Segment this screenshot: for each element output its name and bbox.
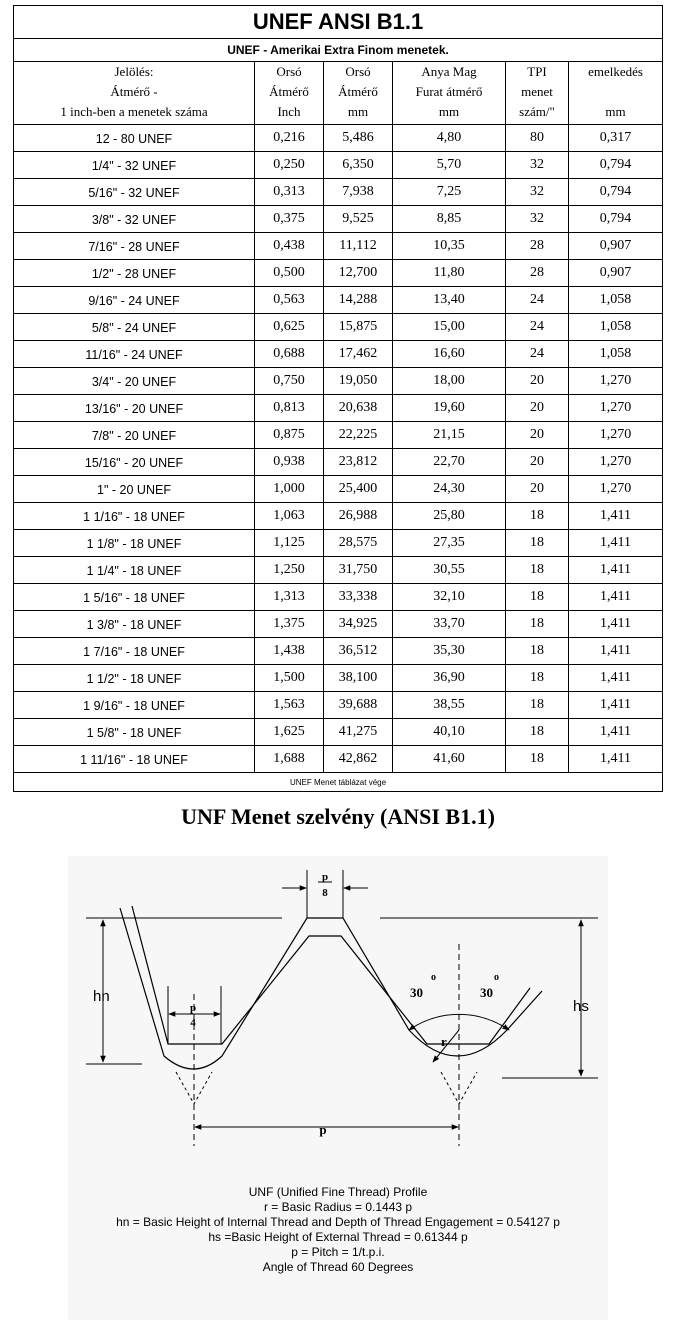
table-row <box>14 260 663 287</box>
table-body <box>14 125 663 773</box>
cell-diameter-mm: 41,275 <box>324 719 393 746</box>
cell-tpi: 32 <box>506 179 569 206</box>
cell-nut-bore-mm: 32,10 <box>393 584 506 611</box>
cell-diameter-inch: 0,250 <box>255 152 324 179</box>
center-lines <box>194 944 459 1146</box>
cell-pitch-mm: 1,270 <box>569 395 663 422</box>
cell-tpi: 20 <box>506 368 569 395</box>
cell-pitch-mm: 1,270 <box>569 422 663 449</box>
header-diameter-mm <box>324 62 393 125</box>
cell-diameter-mm: 5,486 <box>324 125 393 152</box>
diagram-caption <box>68 1185 608 1275</box>
table-row <box>14 476 663 503</box>
cell-pitch-mm: 1,411 <box>569 746 663 773</box>
table-row <box>14 746 663 773</box>
cell-pitch-mm: 0,907 <box>569 260 663 287</box>
cell-pitch-mm: 0,317 <box>569 125 663 152</box>
table-row <box>14 557 663 584</box>
table-row <box>14 152 663 179</box>
cell-pitch-mm: 1,411 <box>569 719 663 746</box>
header-line: mm <box>347 104 369 119</box>
cell-designation: 15/16" - 20 UNEF <box>14 449 255 476</box>
table-row <box>14 125 663 152</box>
cell-nut-bore-mm: 38,55 <box>393 692 506 719</box>
cell-pitch-mm: 1,411 <box>569 530 663 557</box>
cell-tpi: 24 <box>506 314 569 341</box>
cell-diameter-mm: 17,462 <box>324 341 393 368</box>
cell-nut-bore-mm: 4,80 <box>393 125 506 152</box>
cell-designation: 1 11/16" - 18 UNEF <box>14 746 255 773</box>
header-line: Átmérő - <box>110 84 158 99</box>
label-radius: r <box>441 1034 447 1049</box>
cell-pitch-mm: 1,058 <box>569 341 663 368</box>
cell-designation: 1 1/8" - 18 UNEF <box>14 530 255 557</box>
root-dashes <box>176 1072 477 1104</box>
table-subtitle: UNEF - Amerikai Extra Finom menetek. <box>14 39 663 62</box>
cell-nut-bore-mm: 35,30 <box>393 638 506 665</box>
cell-diameter-inch: 0,688 <box>255 341 324 368</box>
table-row <box>14 287 663 314</box>
cell-tpi: 18 <box>506 665 569 692</box>
cell-nut-bore-mm: 36,90 <box>393 665 506 692</box>
cell-diameter-mm: 15,875 <box>324 314 393 341</box>
cell-nut-bore-mm: 30,55 <box>393 557 506 584</box>
table-row <box>14 395 663 422</box>
cell-tpi: 18 <box>506 530 569 557</box>
header-diameter-inch <box>255 62 324 125</box>
cell-nut-bore-mm: 19,60 <box>393 395 506 422</box>
cell-designation: 1/4" - 32 UNEF <box>14 152 255 179</box>
table-row <box>14 719 663 746</box>
title-row <box>14 6 663 39</box>
cell-diameter-mm: 9,525 <box>324 206 393 233</box>
table-row <box>14 368 663 395</box>
caption-line: p = Pitch = 1/t.p.i. <box>291 1245 385 1259</box>
cell-designation: 5/16" - 32 UNEF <box>14 179 255 206</box>
cell-nut-bore-mm: 27,35 <box>393 530 506 557</box>
cell-diameter-inch: 1,250 <box>255 557 324 584</box>
cell-tpi: 32 <box>506 206 569 233</box>
cell-diameter-inch: 1,625 <box>255 719 324 746</box>
cell-nut-bore-mm: 5,70 <box>393 152 506 179</box>
label-degree-left: o <box>431 972 436 983</box>
label-p4-num: p <box>189 1002 197 1014</box>
cell-pitch-mm: 1,411 <box>569 503 663 530</box>
cell-pitch-mm: 1,270 <box>569 368 663 395</box>
header-nut-bore <box>393 62 506 125</box>
cell-diameter-inch: 0,750 <box>255 368 324 395</box>
cell-diameter-inch: 0,438 <box>255 233 324 260</box>
header-line: Átmérő <box>269 84 309 99</box>
header-row <box>14 62 663 125</box>
header-pitch <box>569 62 663 125</box>
cell-tpi: 80 <box>506 125 569 152</box>
cell-tpi: 20 <box>506 422 569 449</box>
header-line: menet <box>521 84 553 99</box>
label-p8-num: p <box>321 871 329 883</box>
cell-nut-bore-mm: 33,70 <box>393 611 506 638</box>
cell-diameter-mm: 19,050 <box>324 368 393 395</box>
table-row <box>14 665 663 692</box>
cell-nut-bore-mm: 25,80 <box>393 503 506 530</box>
cell-nut-bore-mm: 22,70 <box>393 449 506 476</box>
cell-nut-bore-mm: 18,00 <box>393 368 506 395</box>
caption-line: hn = Basic Height of Internal Thread and Depth of Thread Engagement = 0.54127 p <box>116 1215 560 1229</box>
caption-line: hs =Basic Height of External Thread = 0.61344 p <box>208 1230 468 1244</box>
cell-pitch-mm: 1,058 <box>569 314 663 341</box>
cell-tpi: 18 <box>506 692 569 719</box>
subtitle-row <box>14 39 663 62</box>
cell-tpi: 18 <box>506 584 569 611</box>
cell-tpi: 32 <box>506 152 569 179</box>
cell-tpi: 24 <box>506 287 569 314</box>
cell-nut-bore-mm: 7,25 <box>393 179 506 206</box>
cell-diameter-inch: 1,125 <box>255 530 324 557</box>
table-row <box>14 179 663 206</box>
cell-designation: 1" - 20 UNEF <box>14 476 255 503</box>
cell-nut-bore-mm: 21,15 <box>393 422 506 449</box>
cell-diameter-mm: 42,862 <box>324 746 393 773</box>
header-line: Inch <box>277 104 301 119</box>
label-p4-den: 4 <box>190 1017 196 1029</box>
cell-designation: 9/16" - 24 UNEF <box>14 287 255 314</box>
cell-nut-bore-mm: 16,60 <box>393 341 506 368</box>
cell-nut-bore-mm: 15,00 <box>393 314 506 341</box>
header-designation <box>14 62 255 125</box>
cell-diameter-mm: 22,225 <box>324 422 393 449</box>
cell-pitch-mm: 1,270 <box>569 449 663 476</box>
header-line: Furat átmérő <box>415 84 483 99</box>
dimension-lines <box>86 870 598 1127</box>
cell-designation: 1 1/16" - 18 UNEF <box>14 503 255 530</box>
cell-diameter-mm: 12,700 <box>324 260 393 287</box>
caption-line: UNF (Unified Fine Thread) Profile <box>248 1185 428 1199</box>
cell-tpi: 24 <box>506 341 569 368</box>
cell-designation: 1 9/16" - 18 UNEF <box>14 692 255 719</box>
cell-designation: 1 1/2" - 18 UNEF <box>14 665 255 692</box>
cell-diameter-mm: 36,512 <box>324 638 393 665</box>
cell-tpi: 18 <box>506 719 569 746</box>
header-line: mm <box>605 104 626 119</box>
cell-pitch-mm: 1,411 <box>569 692 663 719</box>
cell-pitch-mm: 1,411 <box>569 638 663 665</box>
cell-nut-bore-mm: 10,35 <box>393 233 506 260</box>
cell-designation: 13/16" - 20 UNEF <box>14 395 255 422</box>
cell-tpi: 18 <box>506 746 569 773</box>
table-row <box>14 503 663 530</box>
cell-diameter-mm: 20,638 <box>324 395 393 422</box>
table-row <box>14 611 663 638</box>
header-line: mm <box>438 104 460 119</box>
cell-tpi: 20 <box>506 449 569 476</box>
table-row <box>14 530 663 557</box>
cell-nut-bore-mm: 40,10 <box>393 719 506 746</box>
caption-line: r = Basic Radius = 0.1443 p <box>263 1200 413 1214</box>
cell-diameter-mm: 7,938 <box>324 179 393 206</box>
cell-diameter-mm: 26,988 <box>324 503 393 530</box>
label-angle-left: 30 <box>410 985 423 1000</box>
header-line: Orsó <box>276 64 302 79</box>
cell-tpi: 20 <box>506 476 569 503</box>
thread-profile-outer <box>120 908 542 1069</box>
table-row <box>14 341 663 368</box>
header-line: Orsó <box>345 64 371 79</box>
cell-pitch-mm: 1,270 <box>569 476 663 503</box>
cell-tpi: 18 <box>506 503 569 530</box>
cell-diameter-mm: 11,112 <box>324 233 393 260</box>
cell-designation: 12 - 80 UNEF <box>14 125 255 152</box>
height-labels <box>93 988 589 1015</box>
cell-designation: 7/16" - 28 UNEF <box>14 233 255 260</box>
cell-tpi: 28 <box>506 260 569 287</box>
table-row <box>14 692 663 719</box>
cell-designation: 1 3/8" - 18 UNEF <box>14 611 255 638</box>
cell-diameter-mm: 14,288 <box>324 287 393 314</box>
cell-designation: 5/8" - 24 UNEF <box>14 314 255 341</box>
footer-row <box>14 773 663 792</box>
header-line: Jelölés: <box>114 64 154 79</box>
label-angle-right: 30 <box>480 985 493 1000</box>
cell-diameter-inch: 0,375 <box>255 206 324 233</box>
cell-pitch-mm: 1,411 <box>569 665 663 692</box>
cell-diameter-inch: 0,313 <box>255 179 324 206</box>
cell-nut-bore-mm: 13,40 <box>393 287 506 314</box>
cell-designation: 3/8" - 32 UNEF <box>14 206 255 233</box>
thread-outline <box>120 906 542 1069</box>
cell-tpi: 18 <box>506 557 569 584</box>
cell-diameter-mm: 39,688 <box>324 692 393 719</box>
label-pitch: p <box>319 1122 327 1137</box>
unef-table <box>13 5 663 792</box>
table-footer: UNEF Menet táblázat vége <box>14 773 663 792</box>
cell-pitch-mm: 1,411 <box>569 557 663 584</box>
cell-nut-bore-mm: 24,30 <box>393 476 506 503</box>
cell-pitch-mm: 1,411 <box>569 611 663 638</box>
label-hs: hs <box>573 998 589 1015</box>
cell-nut-bore-mm: 41,60 <box>393 746 506 773</box>
cell-designation: 1 5/16" - 18 UNEF <box>14 584 255 611</box>
cell-pitch-mm: 0,794 <box>569 179 663 206</box>
cell-tpi: 28 <box>506 233 569 260</box>
cell-diameter-inch: 1,563 <box>255 692 324 719</box>
cell-diameter-mm: 23,812 <box>324 449 393 476</box>
cell-diameter-mm: 31,750 <box>324 557 393 584</box>
cell-diameter-mm: 28,575 <box>324 530 393 557</box>
header-tpi <box>506 62 569 125</box>
cell-pitch-mm: 0,794 <box>569 206 663 233</box>
cell-diameter-mm: 25,400 <box>324 476 393 503</box>
cell-diameter-inch: 1,375 <box>255 611 324 638</box>
thread-profile-diagram <box>0 856 676 1186</box>
cell-diameter-inch: 1,313 <box>255 584 324 611</box>
cell-pitch-mm: 0,907 <box>569 233 663 260</box>
cell-pitch-mm: 1,411 <box>569 584 663 611</box>
cell-nut-bore-mm: 11,80 <box>393 260 506 287</box>
cell-nut-bore-mm: 8,85 <box>393 206 506 233</box>
cell-diameter-inch: 0,625 <box>255 314 324 341</box>
table-row <box>14 449 663 476</box>
header-line: Anya Mag <box>421 64 477 79</box>
cell-diameter-inch: 0,563 <box>255 287 324 314</box>
cell-diameter-inch: 0,813 <box>255 395 324 422</box>
header-line: 1 inch-ben a menetek száma <box>60 104 208 119</box>
table-row <box>14 584 663 611</box>
cell-designation: 1/2" - 28 UNEF <box>14 260 255 287</box>
table-row <box>14 233 663 260</box>
cell-designation: 11/16" - 24 UNEF <box>14 341 255 368</box>
table-row <box>14 422 663 449</box>
caption-line: Angle of Thread 60 Degrees <box>262 1260 414 1274</box>
diagram-labels <box>190 871 499 1137</box>
table-row <box>14 638 663 665</box>
cell-designation: 7/8" - 20 UNEF <box>14 422 255 449</box>
cell-tpi: 18 <box>506 638 569 665</box>
cell-diameter-inch: 0,938 <box>255 449 324 476</box>
cell-designation: 3/4" - 20 UNEF <box>14 368 255 395</box>
cell-diameter-mm: 6,350 <box>324 152 393 179</box>
table-row <box>14 206 663 233</box>
cell-diameter-inch: 1,438 <box>255 638 324 665</box>
cell-diameter-inch: 0,500 <box>255 260 324 287</box>
label-p8-den: 8 <box>322 887 328 899</box>
table-row <box>14 314 663 341</box>
cell-pitch-mm: 0,794 <box>569 152 663 179</box>
header-line: Átmérő <box>338 84 378 99</box>
cell-diameter-mm: 33,338 <box>324 584 393 611</box>
cell-diameter-inch: 1,688 <box>255 746 324 773</box>
cell-diameter-inch: 1,000 <box>255 476 324 503</box>
diagram-title: UNF Menet szelvény (ANSI B1.1) <box>181 804 495 829</box>
cell-designation: 1 7/16" - 18 UNEF <box>14 638 255 665</box>
cell-designation: 1 5/8" - 18 UNEF <box>14 719 255 746</box>
cell-diameter-inch: 1,063 <box>255 503 324 530</box>
cell-diameter-inch: 1,500 <box>255 665 324 692</box>
cell-diameter-mm: 38,100 <box>324 665 393 692</box>
label-degree-right: o <box>494 972 499 983</box>
cell-designation: 1 1/4" - 18 UNEF <box>14 557 255 584</box>
cell-diameter-mm: 34,925 <box>324 611 393 638</box>
cell-diameter-inch: 0,875 <box>255 422 324 449</box>
table-title: UNEF ANSI B1.1 <box>14 6 663 39</box>
cell-tpi: 18 <box>506 611 569 638</box>
cell-pitch-mm: 1,058 <box>569 287 663 314</box>
header-line: emelkedés <box>588 64 643 79</box>
label-hn: hn <box>93 988 110 1005</box>
header-line: szám/" <box>519 104 555 119</box>
cell-diameter-inch: 0,216 <box>255 125 324 152</box>
cell-tpi: 20 <box>506 395 569 422</box>
header-line: TPI <box>527 64 547 79</box>
